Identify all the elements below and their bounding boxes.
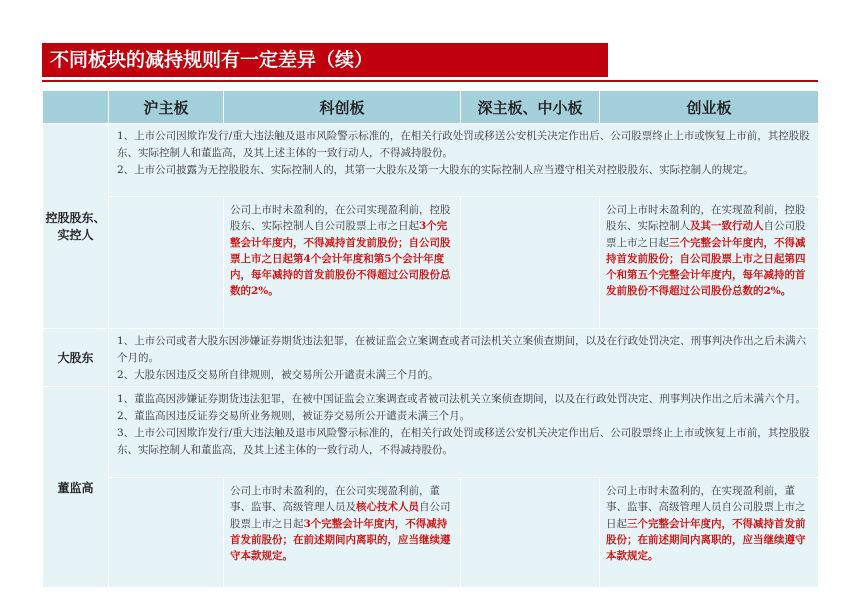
header-chinext: 创业板 (600, 91, 819, 124)
highlight-text: 三个完整会计年度内，不得减持首发前股份；自公司股票上市之日起第四个和第五个完整会计年度内，每年减持的首发前股份不得超过公司股份总数的2%。 (606, 236, 806, 298)
row-major (43, 329, 819, 387)
row-label-directors: 董监高 (43, 387, 109, 588)
header-corner (43, 91, 109, 124)
controlling-sz-main-empty (461, 197, 600, 329)
body-text: 自公司股票上市之日起 (606, 220, 806, 249)
header-star: 科创板 (224, 91, 461, 124)
directors-sh-main-empty (109, 478, 224, 588)
controlling-chinext-text (606, 202, 812, 300)
body-text: 公司上市时未盈利的，在公司实现盈利前，控股股东、实际控制人自公司股票上市之日起 (230, 204, 451, 233)
header-sz-main: 深主板、中小板 (461, 91, 600, 124)
directors-common-1: 1、董监高因涉嫌证券期货违法犯罪，在被中国证监会立案调查或者被司法机关立案侦查期间，以及在行政处罚决定、刑事判决作出之后未满六个月。 (117, 393, 807, 405)
title-underline (42, 80, 818, 82)
highlight-text: 3个完整会计年度内，不得减持首发前股份；自公司股票上市之日起第4个会计年度和第5个会计年度内，每年减持的首发前股份不得超过公司股份总数的2%。 (230, 220, 451, 298)
body-text: 公司上市时未盈利的，在公司实现盈利前，董事、监事、高级管理人员及 (230, 485, 440, 514)
highlight-text: 3个完整会计年度内，不得减持首发前股份；在前述期间内离职的，应当继续遵守本款规定。 (230, 517, 451, 563)
highlight-text: 核心技术人员 (356, 501, 419, 514)
body-text: 公司上市时未盈利的，在实现盈利前，董事、监事、高级管理人员自公司股票上市之日起 (606, 485, 806, 530)
row-label-major: 大股东 (43, 329, 109, 387)
directors-sz-main-empty (461, 478, 600, 588)
row-directors-detail (43, 478, 819, 588)
row-directors-common (43, 387, 819, 478)
directors-common-2: 2、董监高因违反证券交易所业务规则，被证券交易所公开谴责未满三个月。 (117, 410, 471, 422)
header-sh-main: 沪主板 (109, 91, 224, 124)
body-text: 自公司股票上市之日起 (230, 501, 451, 530)
controlling-star-text (230, 202, 454, 300)
rules-table (42, 90, 819, 588)
major-common-2: 2、大股东因违反交易所自律规则，被交易所公开谴责未满三个月的。 (117, 369, 439, 381)
row-controlling-detail (43, 197, 819, 329)
controlling-common-1: 1、上市公司因欺诈发行/重大违法触及退市风险警示标准的，在相关行政处罚或移送公安机关决定作出后、公司股票终止上市或恢复上市前，其控股股东、实际控制人和董监高，及其上述主体的一致行动人，不得减持股份。 (117, 130, 810, 159)
directors-star-text (230, 483, 454, 564)
controlling-sh-main-empty (109, 197, 224, 329)
directors-common-text (109, 387, 819, 478)
row-label-controlling: 控股股东、 实控人 (43, 124, 109, 329)
row-controlling-common (43, 124, 819, 197)
directors-chinext-cell (600, 478, 819, 588)
slide-title: 不同板块的减持规则有一定差异（续） (42, 43, 608, 77)
major-common-text (109, 329, 819, 387)
highlight-text: 三个完整会计年度内，不得减持首发前股份；在前述期间内离职的，应当继续遵守本款规定。 (606, 517, 806, 563)
body-text: 公司上市时未盈利的，在实现盈利前，控股股东、实际控制人 (606, 204, 806, 233)
major-common-1: 1、上市公司或者大股东因涉嫌证券期货违法犯罪，在被证监会立案调查或者司法机关立案侦查期间，以及在行政处罚决定、刑事判决作出之后未满六个月的。 (117, 335, 807, 364)
controlling-chinext-cell (600, 197, 819, 329)
controlling-star-cell (224, 197, 461, 329)
directors-common-3: 3、上市公司因欺诈发行/重大违法触及退市风险警示标准的，在相关行政处罚或移送公安机关决定作出后、公司股票终止上市或恢复上市前，其控股股东、实际控制人和董监高，及其上述主体的一致行动人，不得减持股份。 (117, 427, 810, 456)
directors-star-cell (224, 478, 461, 588)
header-row (43, 91, 819, 124)
controlling-common-text (109, 124, 819, 197)
highlight-text: 及其一致行动人 (690, 220, 764, 233)
directors-chinext-text (606, 483, 812, 564)
controlling-common-2: 2、上市公司披露为无控股股东、实际控制人的，其第一大股东及第一大股东的实际控制人应当遵守相关对控股股东、实际控制人的规定。 (117, 164, 754, 176)
